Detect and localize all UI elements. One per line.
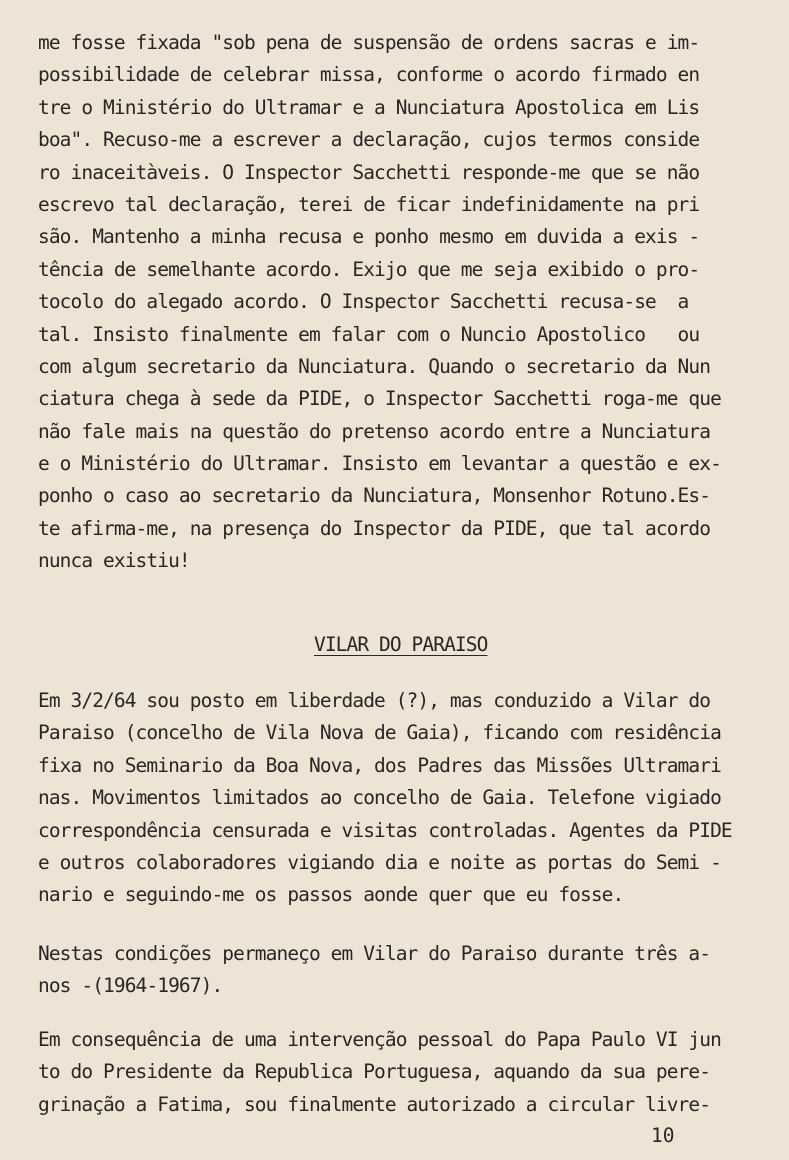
text-line: ponho o caso ao secretario da Nunciatura, Monsenhor Rotuno.Es- xyxy=(38,484,711,508)
text-line: com algum secretario da Nunciatura. Quando o secretario da Nun xyxy=(38,354,711,378)
page-number: 10 xyxy=(651,1124,675,1147)
text-line: tocolo do alegado acordo. O Inspector Sacchetti recusa-se a xyxy=(38,290,689,314)
text-line: te afirma-me, na presença do Inspector da PIDE, que tal acordo xyxy=(38,516,711,540)
text-line: tal. Insisto finalmente em falar com o Nuncio Apostolico ou xyxy=(38,322,700,346)
text-line: e o Ministério do Ultramar. Insisto em levantar a questão e ex- xyxy=(38,452,721,476)
text-line: nas. Movimentos limitados ao concelho de Gaia. Telefone vigiado xyxy=(38,786,721,810)
text-line: não fale mais na questão do pretenso acordo entre a Nunciatura xyxy=(38,419,711,443)
text-line: boa". Recuso-me a escrever a declaração, cujos termos conside xyxy=(38,128,700,152)
text-line: escrevo tal declaração, terei de ficar indefinidamente na pri xyxy=(38,192,700,216)
text-line: nunca existiu! xyxy=(38,549,190,573)
text-line: nos -(1964-1967). xyxy=(38,974,223,998)
text-line: fixa no Seminario da Boa Nova, dos Padres das Missões Ultramari xyxy=(38,753,721,777)
text-line: tre o Ministério do Ultramar e a Nunciatura Apostolica em Lis xyxy=(38,95,700,119)
text-line: to do Presidente da Republica Portuguesa, aquando da sua pere- xyxy=(38,1060,711,1084)
text-line: possibilidade de celebrar missa, conforme o acordo firmado en xyxy=(38,63,700,87)
text-line: ciatura chega à sede da PIDE, o Inspector Sacchetti roga-me que xyxy=(38,387,721,411)
paragraph-3 xyxy=(38,938,710,1003)
text-line: Paraiso (concelho de Vila Nova de Gaia), ficando com residência xyxy=(38,721,721,745)
text-line: ro inaceitàveis. O Inspector Sacchetti responde-me que se não xyxy=(38,160,700,184)
paragraph-1 xyxy=(38,27,721,578)
text-line: Em 3/2/64 sou posto em liberdade (?), mas conduzido a Vilar do xyxy=(38,689,711,712)
paragraph-2 xyxy=(38,685,732,912)
text-line: e outros colaboradores vigiando dia e noite as portas do Semi - xyxy=(38,850,721,874)
text-line: me fosse fixada "sob pena de suspensão de ordens sacras e im- xyxy=(38,31,700,54)
text-line: grinação a Fatima, sou finalmente autorizado a circular livre- xyxy=(38,1092,711,1116)
section-heading: VILAR DO PARAISO xyxy=(314,633,488,656)
text-line: correspondência censurada e visitas controladas. Agentes da PIDE xyxy=(38,818,732,842)
text-line: Em consequência de uma intervenção pessoal do Papa Paulo VI jun xyxy=(38,1028,721,1051)
text-line: são. Mantenho a minha recusa e ponho mesmo em duvida a exis - xyxy=(38,225,700,249)
text-line: nario e seguindo-me os passos aonde quer que eu fosse. xyxy=(38,883,624,907)
text-line: Nestas condições permaneço em Vilar do Paraiso durante três a- xyxy=(38,942,711,965)
text-line: tência de semelhante acordo. Exijo que me seja exibido o pro- xyxy=(38,257,700,281)
paragraph-4 xyxy=(38,1024,721,1121)
